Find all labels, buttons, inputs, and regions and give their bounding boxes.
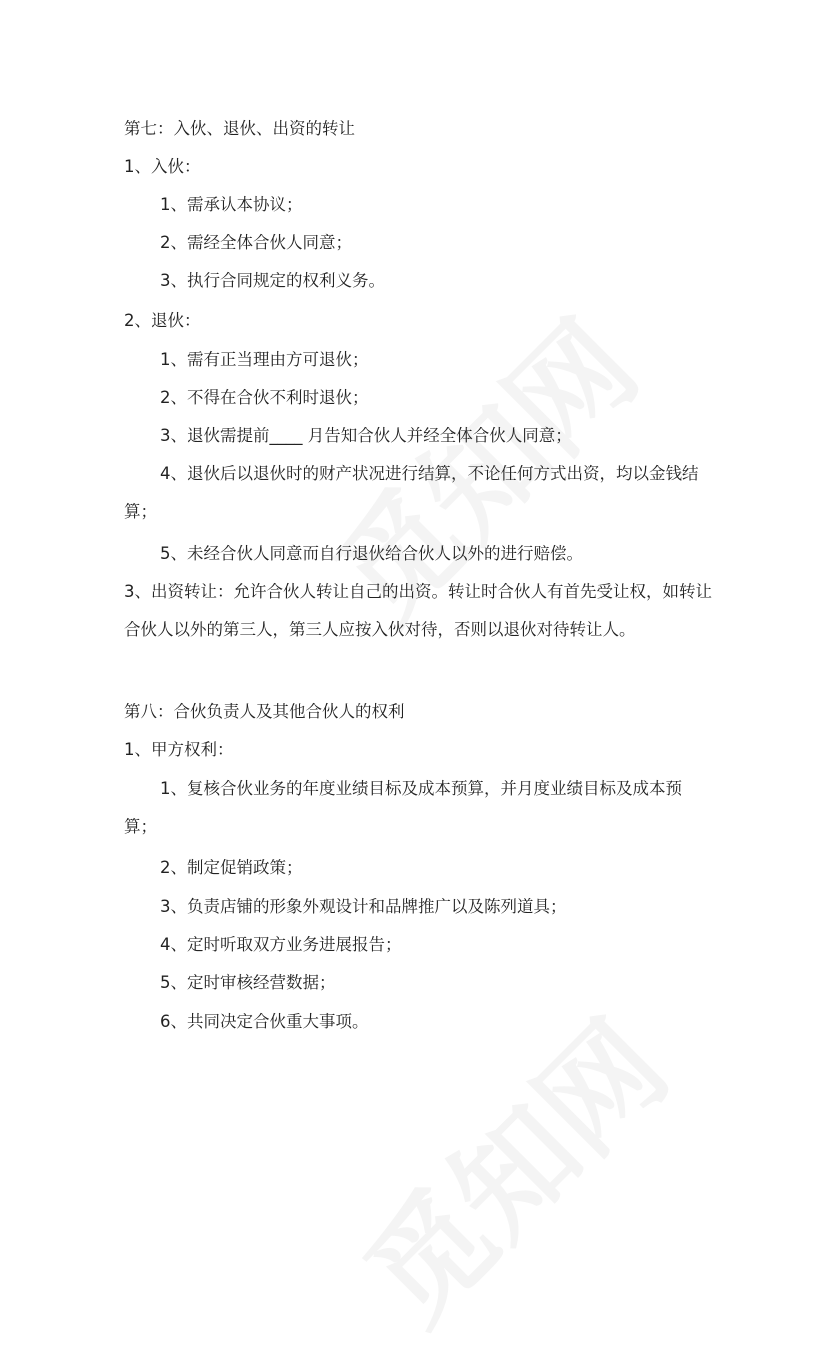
withdraw-item-2: 2、不得在合伙不利时退伙； <box>160 388 369 407</box>
withdraw-item-1: 1、需有正当理由方可退伙； <box>160 350 369 369</box>
partyA-title: 1、甲方权利： <box>124 740 234 759</box>
partyA-item-5: 5、定时审核经营数据； <box>160 973 336 992</box>
partyA-item-2: 2、制定促销政策； <box>160 858 303 877</box>
partyA-item-4: 4、定时听取双方业务进展报告； <box>160 935 402 954</box>
section8-heading: 第八：合伙负责人及其他合伙人的权利 <box>124 702 405 721</box>
partyA-item-3: 3、负责店铺的形象外观设计和品牌推广以及陈列道具； <box>160 897 567 916</box>
withdraw-title: 2、退伙： <box>124 311 201 330</box>
join-item-3: 3、执行合同规定的权利义务。 <box>160 271 385 290</box>
join-item-1: 1、需承认本协议； <box>160 195 303 214</box>
section7-heading: 第七：入伙、退伙、出资的转让 <box>124 119 355 138</box>
withdraw-item-3: 3、退伙需提前____ 月告知合伙人并经全体合伙人同意； <box>160 426 572 445</box>
partyA-item-6: 6、共同决定合伙重大事项。 <box>160 1012 369 1031</box>
partyA-item-1: 1、复核合伙业务的年度业绩目标及成本预算，并月度业绩目标及成本预算； <box>124 779 682 836</box>
join-item-2: 2、需经全体合伙人同意； <box>160 233 352 252</box>
join-title: 1、入伙： <box>124 157 201 176</box>
withdraw-item-4: 4、退伙后以退伙时的财产状况进行结算，不论任何方式出资，均以金钱结算； <box>124 464 699 521</box>
transfer-paragraph: 3、出资转让：允许合伙人转让自己的出资。转让时合伙人有首先受让权，如转让合伙人以外的第三人，第三人应按入伙对待，否则以退伙对待转让人。 <box>124 582 712 639</box>
withdraw-item-5: 5、未经合伙人同意而自行退伙给合伙人以外的进行赔偿。 <box>160 544 583 563</box>
watermark <box>322 978 698 1354</box>
